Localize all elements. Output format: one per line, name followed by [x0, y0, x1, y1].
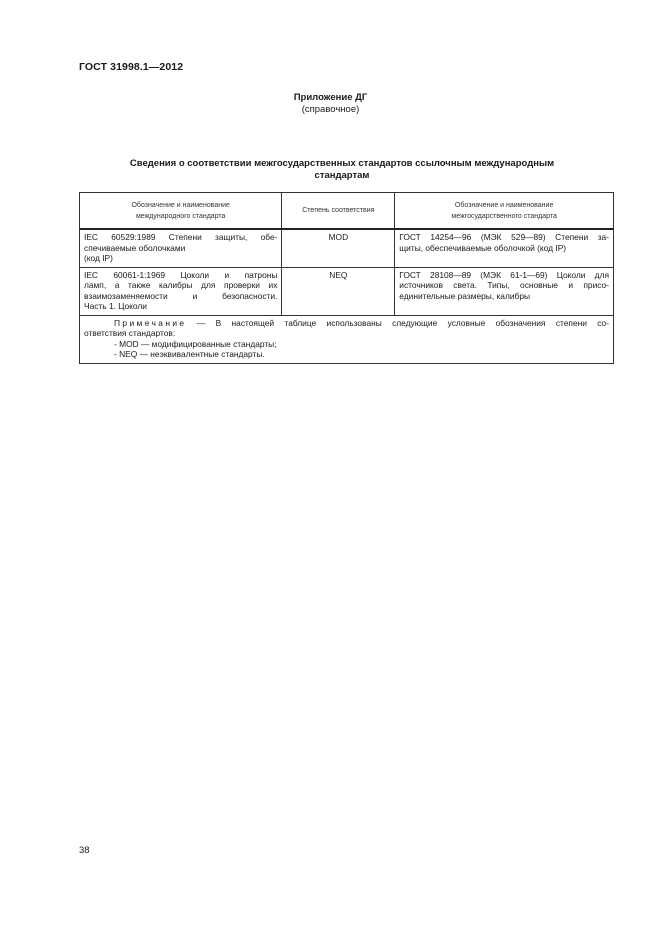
appendix-label	[0, 92, 661, 116]
header-gost-standard: Обозначение и наименование межгосударственного стандарта	[395, 193, 614, 230]
intl-standard-cell: IEC 60529:1989 Степени защиты, обе- спечиваемые оболочками (код IP)	[80, 229, 282, 267]
appendix-title: Приложение ДГ	[293, 92, 368, 103]
appendix-subtitle: (справочное)	[301, 104, 360, 115]
table-row	[80, 267, 614, 315]
degree-cell: NEQ	[282, 267, 395, 315]
note-text-line-2: ответствия стандартов:	[84, 328, 176, 338]
note-item-mod: - MOD — модифицированные стандарты;	[114, 338, 277, 349]
section-heading	[85, 158, 599, 182]
degree-cell: MOD	[282, 229, 395, 267]
section-heading-line-2: стандартам	[314, 170, 370, 181]
table-note	[80, 315, 614, 363]
header-degree: Степень соответствия	[282, 193, 395, 230]
correspondence-table	[79, 192, 614, 364]
table-row	[80, 229, 614, 267]
page-number: 38	[79, 845, 90, 856]
header-intl-standard: Обозначение и наименование международного стандарта	[80, 193, 282, 230]
note-item-neq: - NEQ — неэквивалентные стандарты.	[114, 349, 265, 359]
table-note-row	[80, 315, 614, 363]
document-code: ГОСТ 31998.1—2012	[79, 61, 184, 73]
intl-standard-cell: IEC 60061-1:1969 Цоколи и патроны ламп, а также калибры для проверки их взаимозаменяемости и безопасности. Часть 1. Цоколи	[80, 267, 282, 315]
note-text-line-1: — В настоящей таблице использованы следующие условные обозначения степени со-	[186, 317, 609, 328]
note-label: Примечание	[114, 317, 187, 328]
gost-standard-cell: ГОСТ 28108—89 (МЭК 61-1—69) Цоколи для источников света. Типы, основные и присо- единительные размеры, калибры	[395, 267, 614, 315]
section-heading-line-1: Сведения о соответствии межгосударственных стандартов ссылочным международным	[129, 158, 555, 169]
table-header-row	[80, 193, 614, 230]
gost-standard-cell: ГОСТ 14254—96 (МЭК 529—89) Степени за- щиты, обеспечиваемые оболочкой (код IP)	[395, 229, 614, 267]
